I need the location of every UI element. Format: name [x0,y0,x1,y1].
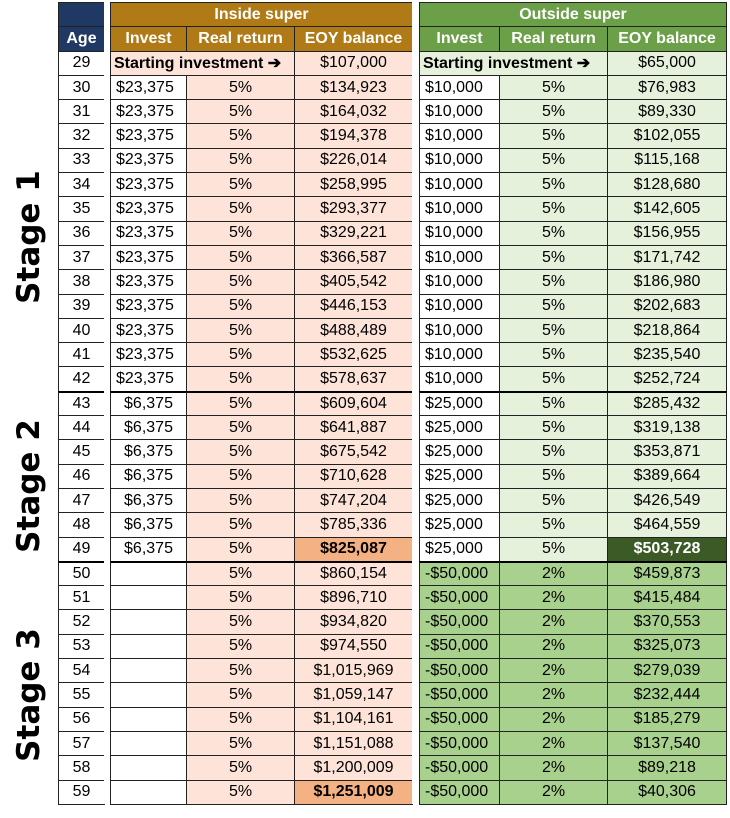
inside-return-cell: 5% [186,221,295,246]
outside-invest-cell: $10,000 [419,148,500,173]
inside-invest-cell: $23,375 [110,148,187,173]
age-cell: 35 [58,196,105,221]
age-cell: 47 [58,488,105,513]
column-gap [412,561,419,585]
outside-balance-cell: $285,432 [607,391,727,416]
outside-invest-cell: $25,000 [419,391,500,416]
outside-invest-cell: $10,000 [419,221,500,246]
outside-return-cell: 5% [499,75,608,100]
outside-invest-cell: $25,000 [419,488,500,513]
column-gap [412,512,419,536]
outside-starting-investment-label: Starting investment ➔ [419,51,608,76]
stage-2-label: Stage 2 [11,419,47,553]
column-gap [412,780,419,804]
outside-return-cell: 5% [499,294,608,319]
column-gap [412,707,419,731]
age-cell: 32 [58,123,105,148]
outside-invest-cell: -$50,000 [419,585,500,610]
inside-return-cell: 5% [186,561,295,586]
column-gap [412,488,419,512]
inside-invest-cell: $6,375 [110,439,187,464]
age-header-top [58,2,105,27]
age-cell: 43 [58,391,105,416]
inside-balance-cell: $366,587 [294,245,413,270]
outside-return-cell: 5% [499,439,608,464]
inside-balance-cell: $1,059,147 [294,682,413,707]
outside-return-cell: 5% [499,245,608,270]
outside-balance-cell: $137,540 [607,731,727,756]
column-gap [412,196,419,220]
inside-return-cell: 5% [186,609,295,634]
inside-balance-cell: $226,014 [294,148,413,173]
inside-invest-cell: $23,375 [110,99,187,124]
age-cell: 55 [58,682,105,707]
column-gap [412,2,419,26]
inside-invest-cell: $23,375 [110,221,187,246]
inside-invest-cell: $23,375 [110,342,187,367]
outside-invest-cell: -$50,000 [419,682,500,707]
column-gap [412,172,419,196]
outside-invest-cell: $25,000 [419,512,500,537]
inside-invest-header: Invest [110,26,187,51]
age-cell: 59 [58,780,105,805]
inside-invest-cell: $23,375 [110,366,187,391]
outside-balance-cell: $171,742 [607,245,727,270]
inside-invest-cell: $23,375 [110,123,187,148]
age-cell: 45 [58,439,105,464]
outside-return-cell: 5% [499,342,608,367]
column-gap [412,123,419,147]
inside-return-cell: 5% [186,488,295,513]
inside-balance-cell: $446,153 [294,294,413,319]
outside-starting-balance: $65,000 [607,51,727,76]
column-gap [412,464,419,488]
inside-invest-cell: $23,375 [110,75,187,100]
outside-return-cell: 5% [499,391,608,416]
outside-balance-cell: $389,664 [607,464,727,489]
outside-balance-cell: $235,540 [607,342,727,367]
inside-balance-cell: $164,032 [294,99,413,124]
outside-return-cell: 5% [499,172,608,197]
outside-return-cell: 5% [499,488,608,513]
column-gap [412,731,419,755]
age-cell: 46 [58,464,105,489]
column-gap [412,537,419,561]
outside-invest-cell: $10,000 [419,123,500,148]
column-gap [412,658,419,682]
outside-invest-cell: $10,000 [419,196,500,221]
inside-balance-cell: $1,151,088 [294,731,413,756]
inside-invest-cell: $6,375 [110,512,187,537]
stage-3-label: Stage 3 [11,628,47,762]
inside-return-cell: 5% [186,682,295,707]
outside-invest-cell: $10,000 [419,366,500,391]
outside-return-cell: 5% [499,123,608,148]
inside-return-cell: 5% [186,99,295,124]
inside-return-cell: 5% [186,245,295,270]
outside-balance-cell: $370,553 [607,609,727,634]
outside-balance-cell: $40,306 [607,780,727,805]
age-cell: 50 [58,561,105,586]
inside-invest-cell: $23,375 [110,245,187,270]
outside-return-cell: 2% [499,780,608,805]
inside-balance-cell: $405,542 [294,269,413,294]
outside-balance-cell: $142,605 [607,196,727,221]
outside-return-cell: 5% [499,196,608,221]
inside-return-cell: 5% [186,658,295,683]
inside-invest-cell: $23,375 [110,196,187,221]
age-header: Age [58,26,105,51]
outside-return-cell: 5% [499,366,608,391]
outside-balance-cell: $186,980 [607,269,727,294]
inside-return-cell: 5% [186,342,295,367]
outside-balance-cell: $89,330 [607,99,727,124]
outside-return-cell: 5% [499,537,608,562]
outside-invest-cell: -$50,000 [419,658,500,683]
outside-balance-cell: $102,055 [607,123,727,148]
outside-balance-cell: $464,559 [607,512,727,537]
outside-return-cell: 2% [499,634,608,659]
inside-balance-cell: $1,104,161 [294,707,413,732]
column-gap [412,682,419,706]
inside-balance-cell: $675,542 [294,439,413,464]
outside-balance-cell: $459,873 [607,561,727,586]
inside-return-cell: 5% [186,366,295,391]
inside-return-cell: 5% [186,512,295,537]
inside-invest-cell: $23,375 [110,318,187,343]
outside-invest-cell: $25,000 [419,415,500,440]
outside-balance-cell: $426,549 [607,488,727,513]
outside-balance-cell: $89,218 [607,755,727,780]
outside-return-cell: 2% [499,755,608,780]
inside-invest-cell: $6,375 [110,464,187,489]
outside-balance-cell: $218,864 [607,318,727,343]
age-cell: 34 [58,172,105,197]
inside-balance-cell: $194,378 [294,123,413,148]
inside-return-cell: 5% [186,731,295,756]
inside-invest-cell [110,585,187,610]
outside-invest-cell: -$50,000 [419,731,500,756]
inside-balance-cell: $934,820 [294,609,413,634]
age-cell: 51 [58,585,105,610]
outside-return-cell: 2% [499,585,608,610]
outside-return-cell: 2% [499,707,608,732]
outside-invest-cell: $25,000 [419,537,500,562]
age-cell: 29 [58,51,105,76]
inside-balance-cell: $1,200,009 [294,755,413,780]
inside-balance-cell: $974,550 [294,634,413,659]
age-cell: 57 [58,731,105,756]
outside-balance-cell: $279,039 [607,658,727,683]
age-cell: 42 [58,366,105,391]
inside-return-cell: 5% [186,294,295,319]
outside-return-cell: 5% [499,99,608,124]
inside-return-cell: 5% [186,148,295,173]
inside-balance-cell: $488,489 [294,318,413,343]
inside-invest-cell [110,634,187,659]
column-gap [412,415,419,439]
outside-balance-cell: $185,279 [607,707,727,732]
outside-balance-header: EOY balance [607,26,727,51]
inside-invest-cell: $23,375 [110,294,187,319]
inside-return-cell: 5% [186,269,295,294]
outside-balance-cell: $319,138 [607,415,727,440]
column-gap [412,99,419,123]
inside-return-cell: 5% [186,318,295,343]
inside-return-cell: 5% [186,634,295,659]
age-cell: 56 [58,707,105,732]
inside-return-cell: 5% [186,585,295,610]
outside-invest-header: Invest [419,26,500,51]
age-cell: 38 [58,269,105,294]
inside-return-cell: 5% [186,755,295,780]
inside-balance-cell: $609,604 [294,391,413,416]
inside-return-cell: 5% [186,172,295,197]
inside-return-cell: 5% [186,537,295,562]
column-gap [412,75,419,99]
inside-return-cell: 5% [186,464,295,489]
outside-return-cell: 2% [499,658,608,683]
outside-invest-cell: -$50,000 [419,755,500,780]
age-cell: 37 [58,245,105,270]
inside-super-header: Inside super [110,2,413,27]
inside-return-cell: 5% [186,196,295,221]
column-gap [412,755,419,779]
age-cell: 39 [58,294,105,319]
outside-return-header: Real return [499,26,608,51]
inside-return-cell: 5% [186,415,295,440]
inside-invest-cell: $23,375 [110,269,187,294]
age-cell: 30 [58,75,105,100]
column-gap [412,148,419,172]
column-gap [412,294,419,318]
inside-invest-cell [110,682,187,707]
outside-balance-cell: $353,871 [607,439,727,464]
column-gap [412,245,419,269]
column-gap [412,391,419,415]
outside-invest-cell: $10,000 [419,294,500,319]
outside-return-cell: 5% [499,318,608,343]
outside-invest-cell: -$50,000 [419,707,500,732]
stage-1-label: Stage 1 [11,170,47,304]
outside-invest-cell: $10,000 [419,99,500,124]
age-cell: 40 [58,318,105,343]
inside-invest-cell [110,561,187,586]
column-gap [412,51,419,75]
inside-invest-cell: $6,375 [110,537,187,562]
age-cell: 33 [58,148,105,173]
stage-labels [0,0,58,818]
column-gap [412,439,419,463]
inside-invest-cell [110,755,187,780]
outside-return-cell: 5% [499,148,608,173]
outside-balance-cell: $128,680 [607,172,727,197]
inside-invest-cell [110,658,187,683]
outside-invest-cell: -$50,000 [419,780,500,805]
inside-balance-cell: $329,221 [294,221,413,246]
age-cell: 54 [58,658,105,683]
outside-return-cell: 2% [499,682,608,707]
inside-balance-cell: $896,710 [294,585,413,610]
inside-balance-cell: $532,625 [294,342,413,367]
inside-invest-cell [110,731,187,756]
outside-invest-cell: $25,000 [419,464,500,489]
inside-balance-cell: $825,087 [294,537,413,562]
outside-invest-cell: $25,000 [419,439,500,464]
inside-return-cell: 5% [186,75,295,100]
outside-return-cell: 5% [499,269,608,294]
inside-return-cell: 5% [186,391,295,416]
age-cell: 44 [58,415,105,440]
column-gap [412,634,419,658]
inside-balance-cell: $134,923 [294,75,413,100]
outside-invest-cell: $10,000 [419,75,500,100]
inside-invest-cell [110,609,187,634]
inside-balance-cell: $578,637 [294,366,413,391]
inside-balance-cell: $710,628 [294,464,413,489]
inside-return-cell: 5% [186,707,295,732]
outside-balance-cell: $325,073 [607,634,727,659]
outside-invest-cell: $10,000 [419,342,500,367]
outside-balance-cell: $232,444 [607,682,727,707]
retirement-table [58,2,726,804]
inside-invest-cell: $6,375 [110,488,187,513]
column-gap [412,318,419,342]
inside-balance-cell: $747,204 [294,488,413,513]
outside-balance-cell: $156,955 [607,221,727,246]
inside-return-cell: 5% [186,439,295,464]
column-gap [412,221,419,245]
column-gap [412,609,419,633]
inside-balance-cell: $860,154 [294,561,413,586]
inside-starting-balance: $107,000 [294,51,413,76]
outside-balance-cell: $415,484 [607,585,727,610]
age-cell: 41 [58,342,105,367]
inside-balance-cell: $641,887 [294,415,413,440]
outside-return-cell: 5% [499,221,608,246]
inside-starting-investment-label: Starting investment ➔ [110,51,295,76]
outside-balance-cell: $202,683 [607,294,727,319]
outside-return-cell: 5% [499,415,608,440]
inside-return-cell: 5% [186,123,295,148]
inside-invest-cell [110,707,187,732]
inside-balance-cell: $1,015,969 [294,658,413,683]
outside-return-cell: 2% [499,731,608,756]
age-cell: 52 [58,609,105,634]
outside-return-cell: 2% [499,561,608,586]
outside-invest-cell: $10,000 [419,318,500,343]
outside-return-cell: 2% [499,609,608,634]
outside-invest-cell: -$50,000 [419,609,500,634]
outside-return-cell: 5% [499,512,608,537]
age-cell: 58 [58,755,105,780]
column-gap [412,269,419,293]
outside-return-cell: 5% [499,464,608,489]
column-gap [412,585,419,609]
outside-invest-cell: -$50,000 [419,561,500,586]
inside-balance-cell: $1,251,009 [294,780,413,805]
column-gap [412,342,419,366]
outside-balance-cell: $503,728 [607,537,727,562]
inside-balance-header: EOY balance [294,26,413,51]
inside-balance-cell: $785,336 [294,512,413,537]
outside-invest-cell: $10,000 [419,269,500,294]
age-cell: 53 [58,634,105,659]
inside-invest-cell: $6,375 [110,415,187,440]
age-cell: 48 [58,512,105,537]
inside-balance-cell: $258,995 [294,172,413,197]
age-cell: 31 [58,99,105,124]
column-gap [412,366,419,390]
outside-invest-cell: $10,000 [419,245,500,270]
age-cell: 36 [58,221,105,246]
outside-balance-cell: $115,168 [607,148,727,173]
inside-invest-cell: $6,375 [110,391,187,416]
column-gap [412,26,419,50]
inside-invest-cell: $23,375 [110,172,187,197]
outside-balance-cell: $76,983 [607,75,727,100]
inside-invest-cell [110,780,187,805]
inside-return-cell: 5% [186,780,295,805]
outside-balance-cell: $252,724 [607,366,727,391]
outside-super-header: Outside super [419,2,727,27]
inside-balance-cell: $293,377 [294,196,413,221]
outside-invest-cell: $10,000 [419,172,500,197]
age-cell: 49 [58,537,105,562]
inside-return-header: Real return [186,26,295,51]
outside-invest-cell: -$50,000 [419,634,500,659]
